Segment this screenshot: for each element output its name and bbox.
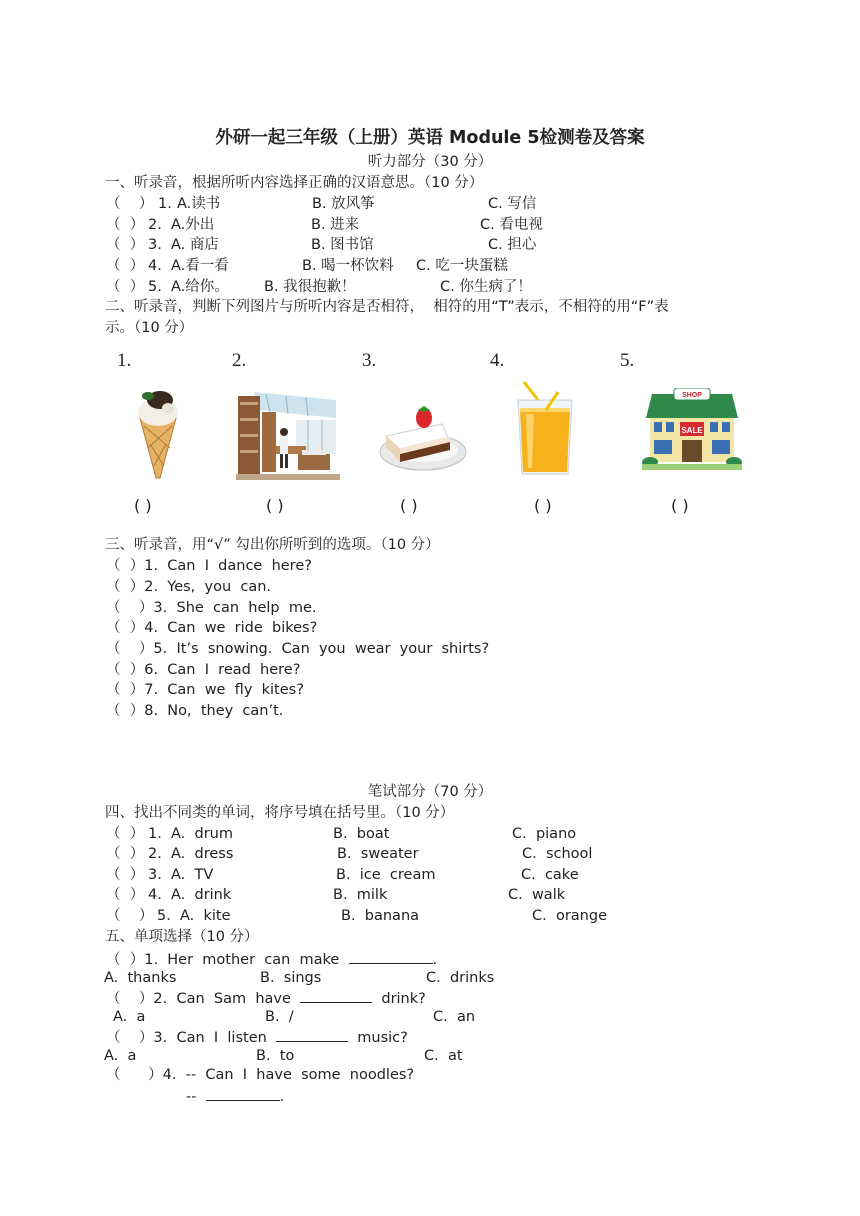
- question-number: 4.: [148, 258, 162, 274]
- question-end: .: [279, 1089, 285, 1105]
- option-a: A. kite: [180, 908, 231, 924]
- option-b: B. /: [265, 1009, 294, 1025]
- section5-heading: 五、单项选择（10 分）: [105, 929, 259, 945]
- question-number: 3.: [148, 237, 162, 253]
- question-number: 1.: [158, 196, 172, 212]
- option-c: C. an: [433, 1009, 476, 1025]
- picture-answer-1[interactable]: ( ): [134, 496, 152, 515]
- mc-question-4-answer: [186, 1087, 284, 1106]
- picture-number-5: 5.: [620, 350, 635, 371]
- option-b: B. 喝一杯饮料: [302, 258, 394, 274]
- option-b: B. ice cream: [336, 867, 436, 883]
- option-c: C. piano: [512, 826, 577, 842]
- shop-picture: [642, 388, 742, 470]
- ice-cream-picture: [130, 386, 186, 480]
- option-b: B. sings: [260, 970, 322, 986]
- option-b: B. to: [256, 1048, 295, 1064]
- option-a: A.看一看: [171, 258, 229, 274]
- answer-paren[interactable]: （ ）: [106, 196, 154, 212]
- section4-heading: 四、找出不同类的单词，将序号填在括号里。（10 分）: [105, 805, 455, 821]
- option-a: A.外出: [171, 217, 215, 233]
- question-number: 4.: [148, 887, 162, 903]
- option-b: B. sweater: [337, 846, 419, 862]
- section3-item[interactable]: （ ）7. Can we fly kites?: [106, 682, 304, 698]
- picture-number-1: 1.: [117, 350, 132, 371]
- option-c: C. school: [522, 846, 593, 862]
- option-b: B. 进来: [311, 217, 360, 233]
- picture-answer-4[interactable]: ( ): [534, 496, 552, 515]
- mc-question-1: [106, 950, 437, 969]
- option-a: A.读书: [177, 196, 221, 212]
- question-number: 3.: [148, 867, 162, 883]
- section3-item[interactable]: （ ）4. Can we ride bikes?: [106, 620, 318, 636]
- option-b: B. banana: [341, 908, 420, 924]
- question-text: （ ）3. Can I listen: [106, 1030, 267, 1046]
- option-c: C. 担心: [488, 237, 537, 253]
- option-a: A. a: [113, 1009, 146, 1025]
- section2-heading-line2: 示。（10 分）: [105, 320, 194, 336]
- option-c: C. orange: [532, 908, 607, 924]
- option-c: C. 你生病了！: [440, 279, 532, 295]
- answer-blank[interactable]: [349, 950, 433, 964]
- section2-heading-line1: 二、听录音，判断下列图片与所听内容是否相符， 相符的用“T”表示，不相符的用“F”表: [105, 299, 669, 315]
- page-title: 外研一起三年级（上册）英语 Module 5检测卷及答案: [215, 128, 645, 148]
- option-a: A. 商店: [171, 237, 219, 253]
- option-a: A. drum: [171, 826, 233, 842]
- option-b: B. boat: [333, 826, 390, 842]
- answer-paren[interactable]: （ ）: [106, 279, 145, 295]
- question-end: .: [432, 952, 438, 968]
- option-c: C. 写信: [488, 196, 537, 212]
- question-end: drink?: [381, 991, 426, 1007]
- option-c: C. cake: [521, 867, 579, 883]
- juice-picture: [510, 380, 580, 478]
- question-end: music?: [357, 1030, 408, 1046]
- option-a: A. dress: [171, 846, 234, 862]
- option-a: A. drink: [171, 887, 232, 903]
- question-number: 1.: [148, 826, 162, 842]
- question-text: （ ）2. Can Sam have: [106, 991, 291, 1007]
- mc-question-4: （ ）4. -- Can I have some noodles?: [106, 1067, 415, 1083]
- dialog-dash: --: [186, 1089, 197, 1105]
- answer-blank[interactable]: [206, 1087, 280, 1101]
- section3-heading: 三、听录音，用“√” 勾出你所听到的选项。（10 分）: [105, 537, 440, 553]
- mc-question-2: [106, 989, 426, 1008]
- section3-item[interactable]: （ ）6. Can I read here?: [106, 662, 301, 678]
- picture-number-2: 2.: [232, 350, 247, 371]
- option-a: A. a: [104, 1048, 137, 1064]
- option-a: A. TV: [171, 867, 214, 883]
- option-b: B. 图书馆: [311, 237, 374, 253]
- section3-item[interactable]: （ ）5. It’s snowing. Can you wear your shirts?: [106, 641, 490, 657]
- option-b: B. 我很抱歉！: [264, 279, 356, 295]
- option-c: C. at: [424, 1048, 463, 1064]
- answer-paren[interactable]: （ ）: [106, 846, 145, 862]
- picture-number-4: 4.: [490, 350, 505, 371]
- answer-blank[interactable]: [300, 989, 372, 1003]
- answer-blank[interactable]: [276, 1028, 348, 1042]
- answer-paren[interactable]: （ ）: [106, 867, 145, 883]
- listening-section-header: 听力部分（30 分）: [367, 154, 493, 170]
- cake-picture: [378, 398, 468, 474]
- library-picture: [236, 388, 340, 480]
- picture-answer-5[interactable]: ( ): [671, 496, 689, 515]
- answer-paren[interactable]: （ ）: [106, 887, 145, 903]
- section3-item[interactable]: （ ）2. Yes, you can.: [106, 579, 272, 595]
- option-b: B. 放风筝: [312, 196, 375, 212]
- question-text: （ ）1. Her mother can make: [106, 952, 340, 968]
- writing-section-header: 笔试部分（70 分）: [367, 784, 493, 800]
- question-number: 2.: [148, 217, 162, 233]
- section1-heading: 一、听录音，根据所听内容选择正确的汉语意思。（10 分）: [105, 175, 484, 191]
- answer-paren[interactable]: （ ）: [106, 217, 145, 233]
- question-number: 5.: [157, 908, 171, 924]
- section3-item[interactable]: （ ）1. Can I dance here?: [106, 558, 312, 574]
- picture-answer-3[interactable]: ( ): [400, 496, 418, 515]
- option-b: B. milk: [333, 887, 388, 903]
- answer-paren[interactable]: （ ）: [106, 258, 145, 274]
- answer-paren[interactable]: （ ）: [106, 237, 145, 253]
- section3-item[interactable]: （ ）3. She can help me.: [106, 600, 317, 616]
- section3-item[interactable]: （ ）8. No, they can’t.: [106, 703, 284, 719]
- option-c: C. walk: [508, 887, 566, 903]
- picture-answer-2[interactable]: ( ): [266, 496, 284, 515]
- answer-paren[interactable]: （ ）: [106, 826, 145, 842]
- question-number: 5.: [148, 279, 162, 295]
- option-a: A. thanks: [104, 970, 177, 986]
- option-a: A.给你。: [171, 279, 229, 295]
- shop-sign-text: SHOP: [682, 392, 702, 399]
- sale-sign-text: SALE: [681, 426, 703, 435]
- mc-question-3: [106, 1028, 408, 1047]
- answer-paren[interactable]: （ ）: [106, 908, 154, 924]
- question-number: 2.: [148, 846, 162, 862]
- option-c: C. drinks: [426, 970, 495, 986]
- option-c: C. 吃一块蛋糕: [416, 258, 508, 274]
- picture-number-3: 3.: [362, 350, 377, 371]
- option-c: C. 看电视: [480, 217, 543, 233]
